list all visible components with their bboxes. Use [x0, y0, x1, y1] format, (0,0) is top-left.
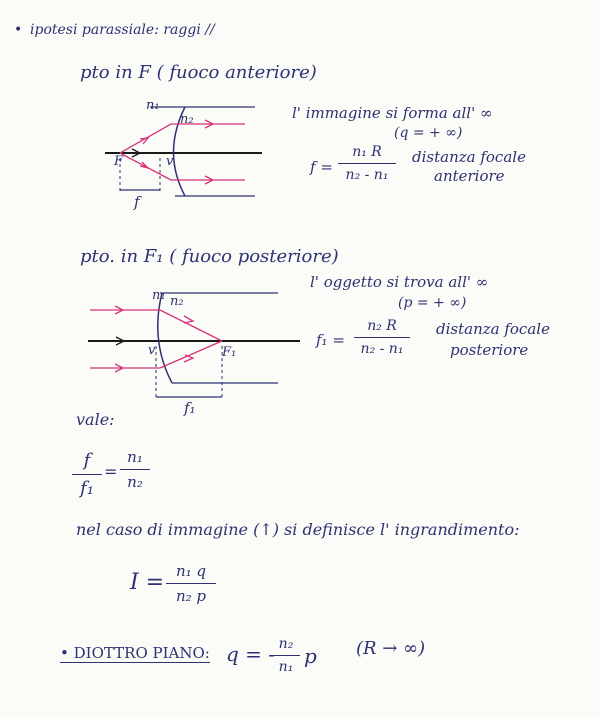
diagram1-distance: f [134, 193, 140, 211]
section1-title: pto in F ( fuoco anteriore) [80, 62, 317, 83]
diagram1-n1: n₁ [146, 98, 160, 113]
section1-formula-lhs: f = [310, 158, 333, 176]
diagram2-arrow-4 [184, 355, 193, 362]
vale-label: vale: [76, 410, 115, 429]
diottro-fraction [272, 636, 300, 675]
magnification-lhs: I = [130, 570, 165, 595]
diottro-lhs: q = - [226, 642, 276, 666]
diottro-den: n₁ [278, 659, 294, 675]
section2-fraction [354, 318, 410, 357]
magnification-bar [166, 583, 216, 584]
diagram2 [88, 293, 300, 400]
section2-label-line2: posteriore [450, 341, 529, 359]
heading-text: ipotesi parassiale: raggi // [30, 22, 215, 38]
section1-formula-den: n₂ - n₁ [345, 167, 389, 183]
diagram1-focus: F [114, 154, 124, 169]
vale-rhs-bar [120, 469, 150, 470]
diottro-p: p [304, 644, 317, 668]
section1-fraction-bar [338, 163, 396, 164]
diagram2-n2: n₂ [170, 294, 184, 309]
section1-formula-num: n₁ R [352, 144, 382, 160]
section2-title: pto. in F₁ ( fuoco posteriore) [80, 246, 339, 267]
diottro-label: • DIOTTRO PIANO: [60, 644, 210, 662]
section2-fraction-bar [354, 337, 410, 338]
diagram2-n1: n₁ [152, 288, 166, 303]
diottro-condition: (R → ∞) [356, 638, 426, 659]
diagram2-ray-conv-up [160, 310, 222, 341]
section2-label-line1: distanza focale [436, 320, 550, 338]
section1-statement2: (q = + ∞) [394, 125, 463, 141]
section2-formula-den: n₂ - n₁ [360, 341, 404, 357]
section2-statement1: l' oggetto si trova all' ∞ [310, 273, 489, 291]
section1-label-line1: distanza focale [412, 148, 526, 166]
section1-statement1: l' immagine si forma all' ∞ [292, 104, 493, 122]
section1-fraction [338, 144, 396, 183]
diagram2-vertex: v [148, 343, 156, 358]
diagram2-distance: f₁ [184, 399, 196, 417]
magnification-den: n₂ p [175, 587, 207, 605]
vale-lhs-den: f₁ [80, 478, 94, 499]
section2-formula-num: n₂ R [367, 318, 397, 334]
vale-eq: = [104, 462, 118, 481]
magnification-num: n₁ q [175, 562, 207, 580]
diagram1-vertex: v [166, 154, 174, 169]
vale-rhs-den: n₂ [127, 473, 143, 491]
section2-statement2: (p = + ∞) [398, 295, 467, 311]
diagram1-n2: n₂ [180, 112, 194, 127]
diagram1-ray-down [120, 153, 174, 180]
diagram2-focus: F₁ [222, 345, 237, 360]
vale-lhs-num: f [83, 450, 91, 471]
section1-label-line2: anteriore [434, 167, 505, 185]
diagram2-ray-conv-down [160, 341, 222, 368]
vale-lhs-bar [72, 474, 102, 475]
diottro-bar [272, 655, 300, 656]
vale-rhs-num: n₁ [127, 448, 143, 466]
vale-lhs-fraction [72, 450, 102, 499]
magnification-sentence: nel caso di immagine (↑) si definisce l' ingrandimento: [76, 520, 520, 539]
vale-rhs-fraction [120, 448, 150, 491]
diottro-num: n₂ [278, 636, 294, 652]
heading-bullet: • [14, 22, 23, 38]
section2-formula-lhs: f₁ = [316, 331, 345, 349]
magnification-fraction [166, 562, 216, 605]
